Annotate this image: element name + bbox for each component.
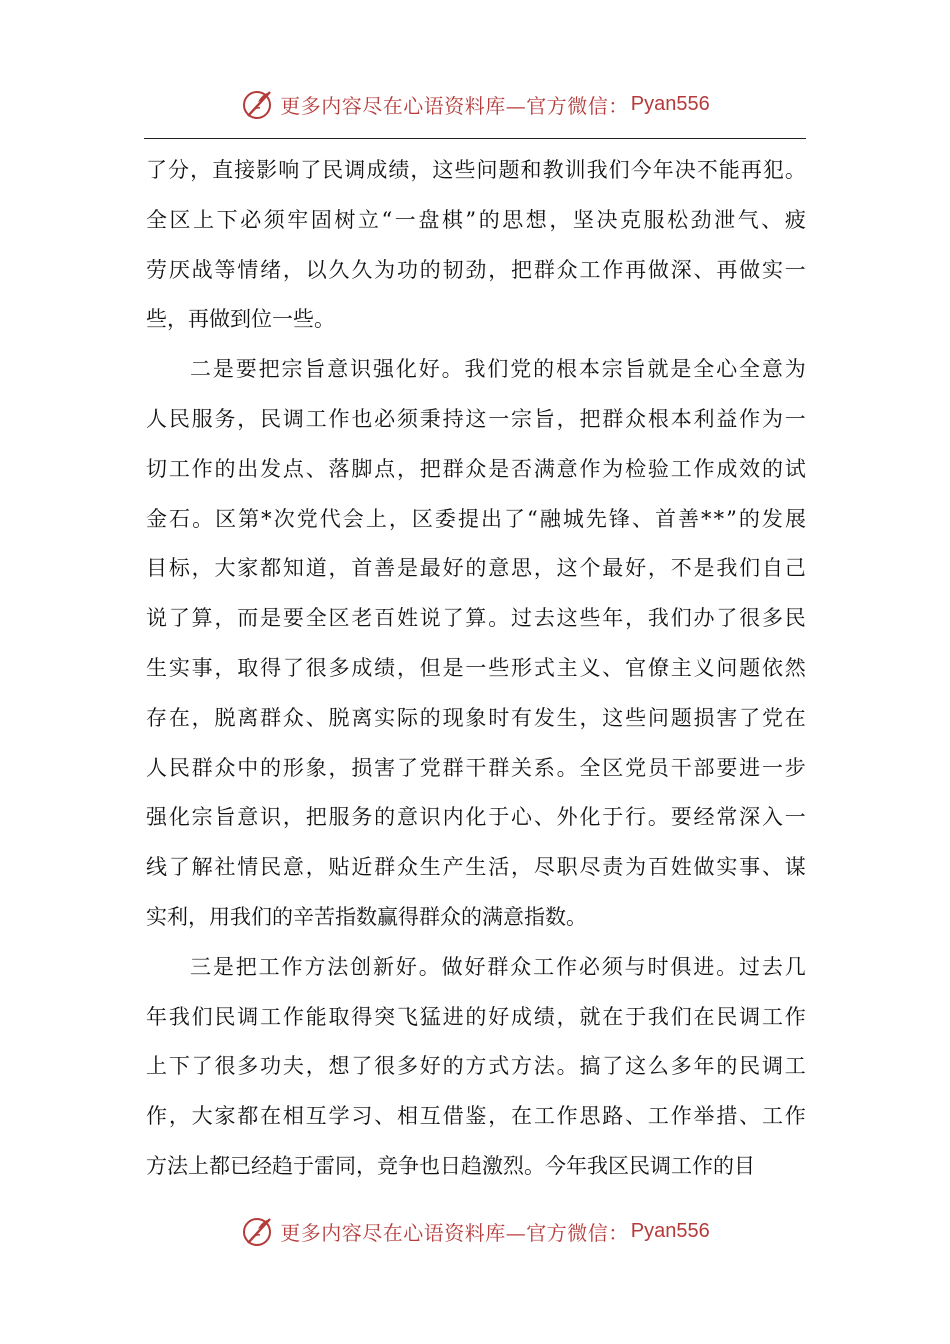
quill-logo-icon [240, 86, 276, 122]
paragraph [146, 943, 806, 1192]
footer-banner-text: 更多内容尽在心语资料库—官方微信： [280, 1220, 629, 1245]
text-line: 三 是 把 工 作 方 法 创 新 好 。 做 好 群 众 工 作 必 须 与 时 俱 进 。 过 去 几 [190, 954, 806, 979]
text-line: 存 在 ， 脱 离 群 众 、 脱 离 实 际 的 现 象 时 有 发 生 ， 这 些 问 题 损 害 了 党 在 [146, 705, 806, 730]
footer-wechat-id: Pyan556 [630, 1219, 710, 1242]
text-line: 线 了 解 社 情 民 意 ， 贴 近 群 众 生 产 生 活 ， 尽 职 尽 责 为 百 姓 做 实 事 、 谋 [146, 855, 806, 880]
text-line: 些，再做到位一些。 [146, 307, 335, 332]
header-divider [144, 138, 806, 139]
text-line: 二 是 要 把 宗 旨 意 识 强 化 好 。 我 们 党 的 根 本 宗 旨 就 是 全 心 全 意 为 [190, 357, 806, 382]
quill-logo-icon [240, 1213, 276, 1249]
text-line: 年 我 们 民 调 工 作 能 取 得 突 飞 猛 进 的 好 成 绩 ， 就 在 于 我 们 在 民 调 工 作 [146, 1004, 806, 1029]
text-line: 切 工 作 的 出 发 点 、 落 脚 点 ， 把 群 众 是 否 满 意 作 为 检 验 工 作 成 效 的 试 [146, 456, 806, 481]
text-line: 上 下 了 很 多 功 夫 ， 想 了 很 多 好 的 方 式 方 法 。 搞 了 这 么 多 年 的 民 调 工 [146, 1054, 806, 1079]
text-line: 方法上都已经趋于雷同，竞争也日趋激烈。今年我区民调工作的目 [146, 1153, 755, 1178]
text-line: 实利，用我们的辛苦指数赢得群众的满意指数。 [146, 904, 587, 929]
document-body [146, 146, 806, 1192]
text-line: 金 石 。 区 第 * 次 党 代 会 上 ， 区 委 提 出 了 “ 融 城 先 锋 、 首 善 * * ” 的 发 展 [146, 506, 806, 531]
text-line: 了 分 ， 直 接 影 响 了 民 调 成 绩 ， 这 些 问 题 和 教 训 我 们 今 年 决 不 能 再 犯 。 [146, 158, 806, 182]
header-banner-text: 更多内容尽在心语资料库—官方微信： [280, 93, 629, 118]
text-line: 人 民 群 众 中 的 形 象 ， 损 害 了 党 群 干 群 关 系 。 全 区 党 员 干 部 要 进 一 步 [146, 755, 806, 780]
header-banner [0, 84, 950, 124]
paragraph [146, 345, 806, 943]
text-line: 人 民 服 务 ， 民 调 工 作 也 必 须 秉 持 这 一 宗 旨 ， 把 群 众 根 本 利 益 作 为 一 [146, 406, 806, 431]
text-line: 目 标 ， 大 家 都 知 道 ， 首 善 是 最 好 的 意 思 ， 这 个 最 好 ， 不 是 我 们 自 己 [146, 556, 806, 581]
paragraph [146, 146, 806, 345]
footer-banner [0, 1211, 950, 1251]
text-line: 强 化 宗 旨 意 识 ， 把 服 务 的 意 识 内 化 于 心 、 外 化 于 行 。 要 经 常 深 入 一 [146, 805, 806, 830]
header-wechat-id: Pyan556 [630, 92, 710, 115]
text-line: 说 了 算 ， 而 是 要 全 区 老 百 姓 说 了 算 。 过 去 这 些 年 ， 我 们 办 了 很 多 民 [146, 606, 806, 631]
text-line: 全 区 上 下 必 须 牢 固 树 立 “ 一 盘 棋 ” 的 思 想 ， 坚 决 克 服 松 劲 泄 气 、 疲 [146, 207, 806, 232]
text-line: 生 实 事 ， 取 得 了 很 多 成 绩 ， 但 是 一 些 形 式 主 义 、 官 僚 主 义 问 题 依 然 [146, 655, 806, 680]
text-line: 作 ， 大 家 都 在 相 互 学 习 、 相 互 借 鉴 ， 在 工 作 思 路 、 工 作 举 措 、 工 作 [146, 1104, 806, 1129]
text-line: 劳 厌 战 等 情 绪 ， 以 久 久 为 功 的 韧 劲 ， 把 群 众 工 作 再 做 深 、 再 做 实 一 [146, 257, 806, 282]
